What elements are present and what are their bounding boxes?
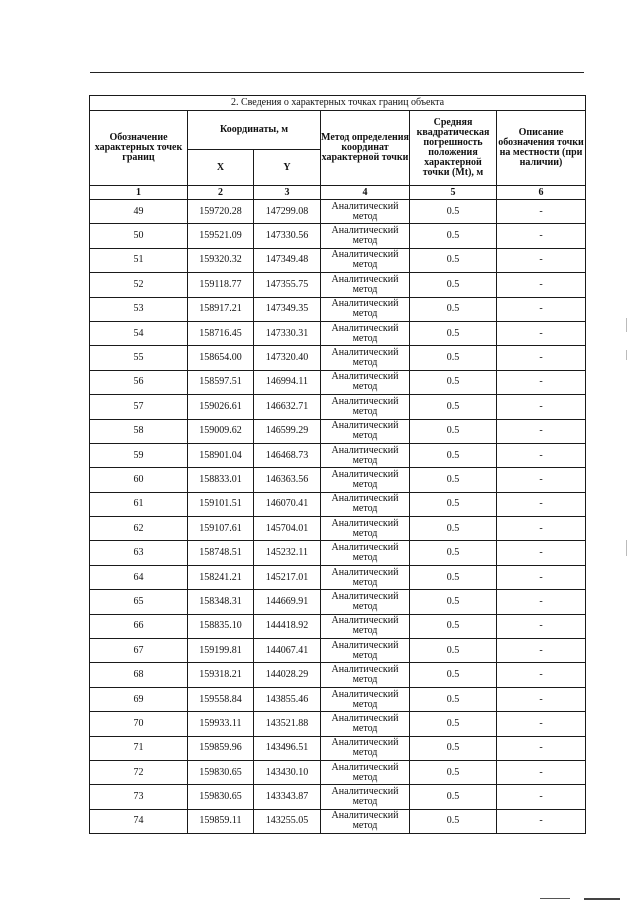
point-number: 65: [90, 590, 188, 614]
boundary-points-table: [89, 95, 586, 834]
description-cell: -: [497, 200, 586, 224]
coordinate-y: 146468.73: [254, 443, 321, 467]
description-cell: -: [497, 419, 586, 443]
coordinate-x: 159558.84: [188, 687, 254, 711]
accuracy-cell: 0.5: [410, 712, 497, 736]
method-cell: Аналитический метод: [321, 712, 410, 736]
description-cell: -: [497, 590, 586, 614]
accuracy-cell: 0.5: [410, 492, 497, 516]
coordinate-x: 159199.81: [188, 639, 254, 663]
coordinate-y: 147330.56: [254, 224, 321, 248]
accuracy-cell: 0.5: [410, 419, 497, 443]
coordinate-x: 158348.31: [188, 590, 254, 614]
coordinate-x: 158901.04: [188, 443, 254, 467]
table-row: [90, 395, 586, 419]
method-cell: Аналитический метод: [321, 321, 410, 345]
method-cell: Аналитический метод: [321, 395, 410, 419]
point-number: 53: [90, 297, 188, 321]
column-number: 5: [410, 186, 497, 200]
method-cell: Аналитический метод: [321, 297, 410, 321]
description-cell: -: [497, 639, 586, 663]
accuracy-cell: 0.5: [410, 370, 497, 394]
accuracy-cell: 0.5: [410, 785, 497, 809]
table-row: [90, 248, 586, 272]
description-cell: -: [497, 517, 586, 541]
method-cell: Аналитический метод: [321, 224, 410, 248]
coordinate-x: 159521.09: [188, 224, 254, 248]
method-cell: Аналитический метод: [321, 565, 410, 589]
accuracy-cell: 0.5: [410, 639, 497, 663]
point-number: 66: [90, 614, 188, 638]
accuracy-cell: 0.5: [410, 687, 497, 711]
method-cell: Аналитический метод: [321, 517, 410, 541]
column-number-row: [90, 186, 586, 200]
column-number: 4: [321, 186, 410, 200]
header-method: Метод определения координат характерной точки: [321, 111, 410, 186]
point-number: 68: [90, 663, 188, 687]
coordinate-y: 144028.29: [254, 663, 321, 687]
coordinate-y: 143496.51: [254, 736, 321, 760]
scan-mark: [626, 350, 627, 360]
method-cell: Аналитический метод: [321, 346, 410, 370]
description-cell: -: [497, 541, 586, 565]
coordinate-x: 159933.11: [188, 712, 254, 736]
coordinate-y: 147349.35: [254, 297, 321, 321]
description-cell: -: [497, 565, 586, 589]
description-cell: -: [497, 736, 586, 760]
header-coordinates: Координаты, м: [188, 111, 321, 150]
method-cell: Аналитический метод: [321, 492, 410, 516]
method-cell: Аналитический метод: [321, 760, 410, 784]
coordinate-x: 159026.61: [188, 395, 254, 419]
footer-rule: [584, 898, 620, 900]
accuracy-cell: 0.5: [410, 565, 497, 589]
table-row: [90, 760, 586, 784]
header-description: Описание обозначения точки на местности (при наличии): [497, 111, 586, 186]
point-number: 64: [90, 565, 188, 589]
coordinate-y: 146363.56: [254, 468, 321, 492]
method-cell: Аналитический метод: [321, 419, 410, 443]
description-cell: -: [497, 712, 586, 736]
description-cell: -: [497, 468, 586, 492]
table-row: [90, 370, 586, 394]
header-accuracy: Средняя квадратическая погрешность положения характерной точки (Mt), м: [410, 111, 497, 186]
column-number: 3: [254, 186, 321, 200]
description-cell: -: [497, 321, 586, 345]
point-number: 73: [90, 785, 188, 809]
method-cell: Аналитический метод: [321, 200, 410, 224]
description-cell: -: [497, 224, 586, 248]
table-row: [90, 468, 586, 492]
coordinate-x: 158835.10: [188, 614, 254, 638]
point-number: 70: [90, 712, 188, 736]
point-number: 58: [90, 419, 188, 443]
accuracy-cell: 0.5: [410, 517, 497, 541]
coordinate-y: 145232.11: [254, 541, 321, 565]
coordinate-y: 147299.08: [254, 200, 321, 224]
description-cell: -: [497, 687, 586, 711]
table-row: [90, 517, 586, 541]
accuracy-cell: 0.5: [410, 736, 497, 760]
method-cell: Аналитический метод: [321, 590, 410, 614]
footer-rule: [540, 898, 570, 899]
table-row: [90, 565, 586, 589]
coordinate-y: 143521.88: [254, 712, 321, 736]
table-row: [90, 541, 586, 565]
table-row: [90, 687, 586, 711]
coordinate-x: 158597.51: [188, 370, 254, 394]
method-cell: Аналитический метод: [321, 687, 410, 711]
table-row: [90, 614, 586, 638]
table-row: [90, 273, 586, 297]
accuracy-cell: 0.5: [410, 614, 497, 638]
coordinate-y: 143255.05: [254, 809, 321, 833]
method-cell: Аналитический метод: [321, 468, 410, 492]
description-cell: -: [497, 809, 586, 833]
coordinate-x: 158716.45: [188, 321, 254, 345]
table-row: [90, 224, 586, 248]
point-number: 63: [90, 541, 188, 565]
point-number: 72: [90, 760, 188, 784]
description-cell: -: [497, 785, 586, 809]
method-cell: Аналитический метод: [321, 443, 410, 467]
description-cell: -: [497, 370, 586, 394]
header-rule: [90, 72, 584, 73]
table-row: [90, 712, 586, 736]
scan-mark: [626, 318, 627, 332]
coordinate-y: 147355.75: [254, 273, 321, 297]
method-cell: Аналитический метод: [321, 614, 410, 638]
description-cell: -: [497, 395, 586, 419]
coordinate-x: 159320.32: [188, 248, 254, 272]
table-row: [90, 663, 586, 687]
coordinate-y: 143430.10: [254, 760, 321, 784]
method-cell: Аналитический метод: [321, 785, 410, 809]
coordinate-x: 159859.96: [188, 736, 254, 760]
coordinate-x: 159859.11: [188, 809, 254, 833]
accuracy-cell: 0.5: [410, 760, 497, 784]
column-number: 6: [497, 186, 586, 200]
accuracy-cell: 0.5: [410, 248, 497, 272]
coordinate-x: 159720.28: [188, 200, 254, 224]
coordinate-x: 159118.77: [188, 273, 254, 297]
accuracy-cell: 0.5: [410, 395, 497, 419]
coordinate-x: 158748.51: [188, 541, 254, 565]
header-point-designation: Обозначение характерных точек границ: [90, 111, 188, 186]
description-cell: -: [497, 248, 586, 272]
table-row: [90, 346, 586, 370]
coordinate-y: 146599.29: [254, 419, 321, 443]
table-row: [90, 785, 586, 809]
point-number: 51: [90, 248, 188, 272]
accuracy-cell: 0.5: [410, 541, 497, 565]
point-number: 56: [90, 370, 188, 394]
coordinate-x: 159830.65: [188, 760, 254, 784]
method-cell: Аналитический метод: [321, 273, 410, 297]
method-cell: Аналитический метод: [321, 541, 410, 565]
description-cell: -: [497, 614, 586, 638]
accuracy-cell: 0.5: [410, 663, 497, 687]
coordinate-y: 145217.01: [254, 565, 321, 589]
method-cell: Аналитический метод: [321, 736, 410, 760]
coordinate-x: 159830.65: [188, 785, 254, 809]
coordinate-y: 144418.92: [254, 614, 321, 638]
point-number: 62: [90, 517, 188, 541]
point-number: 54: [90, 321, 188, 345]
coordinate-y: 145704.01: [254, 517, 321, 541]
table-row: [90, 443, 586, 467]
point-number: 74: [90, 809, 188, 833]
column-number: 2: [188, 186, 254, 200]
coordinate-y: 146070.41: [254, 492, 321, 516]
section-title-row: [90, 96, 586, 111]
description-cell: -: [497, 492, 586, 516]
method-cell: Аналитический метод: [321, 663, 410, 687]
table-row: [90, 419, 586, 443]
point-number: 49: [90, 200, 188, 224]
point-number: 67: [90, 639, 188, 663]
coordinate-x: 159101.51: [188, 492, 254, 516]
coordinate-x: 159107.61: [188, 517, 254, 541]
table-row: [90, 809, 586, 833]
description-cell: -: [497, 273, 586, 297]
coordinate-y: 144067.41: [254, 639, 321, 663]
coordinate-y: 146632.71: [254, 395, 321, 419]
point-number: 61: [90, 492, 188, 516]
coordinate-x: 158917.21: [188, 297, 254, 321]
table-row: [90, 297, 586, 321]
accuracy-cell: 0.5: [410, 468, 497, 492]
description-cell: -: [497, 346, 586, 370]
method-cell: Аналитический метод: [321, 370, 410, 394]
point-number: 69: [90, 687, 188, 711]
table-row: [90, 492, 586, 516]
coordinate-x: 158654.00: [188, 346, 254, 370]
coordinate-y: 147320.40: [254, 346, 321, 370]
method-cell: Аналитический метод: [321, 639, 410, 663]
coordinate-y: 143855.46: [254, 687, 321, 711]
coordinate-y: 146994.11: [254, 370, 321, 394]
method-cell: Аналитический метод: [321, 248, 410, 272]
coordinate-y: 143343.87: [254, 785, 321, 809]
table-row: [90, 639, 586, 663]
coordinate-y: 144669.91: [254, 590, 321, 614]
header-x: X: [188, 150, 254, 186]
description-cell: -: [497, 663, 586, 687]
column-number: 1: [90, 186, 188, 200]
table-row: [90, 200, 586, 224]
header-y: Y: [254, 150, 321, 186]
table-row: [90, 321, 586, 345]
point-number: 57: [90, 395, 188, 419]
scan-mark: [626, 540, 627, 556]
section-title: 2. Сведения о характерных точках границ объекта: [90, 96, 586, 111]
accuracy-cell: 0.5: [410, 346, 497, 370]
coordinate-x: 159318.21: [188, 663, 254, 687]
accuracy-cell: 0.5: [410, 809, 497, 833]
accuracy-cell: 0.5: [410, 200, 497, 224]
point-number: 52: [90, 273, 188, 297]
coordinate-y: 147349.48: [254, 248, 321, 272]
point-number: 60: [90, 468, 188, 492]
coordinate-x: 158833.01: [188, 468, 254, 492]
point-number: 71: [90, 736, 188, 760]
table-row: [90, 590, 586, 614]
coordinate-x: 158241.21: [188, 565, 254, 589]
description-cell: -: [497, 297, 586, 321]
description-cell: -: [497, 760, 586, 784]
header-row-1: [90, 111, 586, 150]
description-cell: -: [497, 443, 586, 467]
accuracy-cell: 0.5: [410, 224, 497, 248]
table-row: [90, 736, 586, 760]
coordinate-y: 147330.31: [254, 321, 321, 345]
method-cell: Аналитический метод: [321, 809, 410, 833]
point-number: 59: [90, 443, 188, 467]
accuracy-cell: 0.5: [410, 443, 497, 467]
coordinate-x: 159009.62: [188, 419, 254, 443]
point-number: 55: [90, 346, 188, 370]
point-number: 50: [90, 224, 188, 248]
accuracy-cell: 0.5: [410, 590, 497, 614]
accuracy-cell: 0.5: [410, 321, 497, 345]
accuracy-cell: 0.5: [410, 297, 497, 321]
accuracy-cell: 0.5: [410, 273, 497, 297]
